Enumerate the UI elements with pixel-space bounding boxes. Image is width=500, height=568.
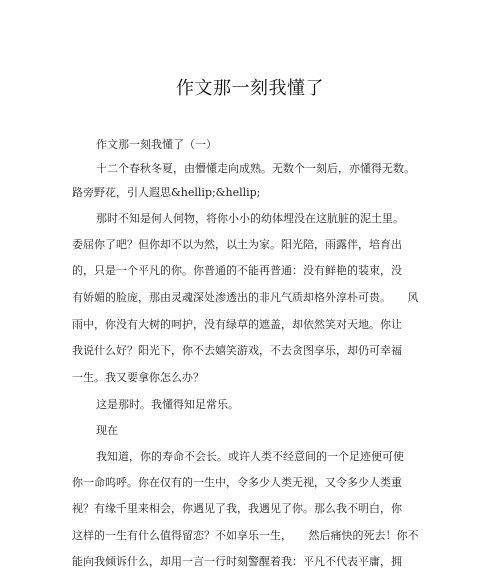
paragraph-line: 一生。我又要拿你怎么办？ — [72, 371, 204, 384]
paragraph-line: 视？有缘千里来相会，你遇见了我，我遇见了你。那么我不明白，你 — [72, 502, 402, 515]
paragraph-line: 雨中，你没有大树的呵护，没有绿草的遮盖，却依然笑对天地。你让 — [72, 318, 402, 331]
paragraph-line: 委屈你了吧？但你却不以为然，以土为家。阳光陪，雨露伴，培育出 — [72, 238, 402, 251]
paragraph-line: 有娇媚的脸庞，那由灵魂深处渗透出的非凡气质却格外淳朴可贵。 风 — [72, 291, 419, 304]
paragraph-line: 这是那时。我懂得知足常乐。 — [96, 398, 239, 411]
paragraph-line: 的，只是一个平凡的你。你普通的不能再普通：没有鲜艳的装束，没 — [72, 264, 402, 277]
paragraph-line: 我知道，你的寿命不会长。或许人类不经意间的一个足迹便可使 — [96, 450, 404, 463]
paragraph-line: 这样的一生有什么值得留恋？不如享乐一生， 然后痛快的死去！你不 — [72, 529, 419, 542]
paragraph-line: 路旁野花，引人遐思&hellip;&hellip; — [72, 186, 261, 199]
section-heading: 作文那一刻我懂了（一） — [96, 138, 217, 151]
paragraph-line: 你一命呜呼。你在仅有的一生中，令多少人类无视，又令多少人类重 — [72, 476, 402, 489]
section-subheading: 现在 — [96, 424, 118, 437]
paragraph-line: 我说什么好？阳光下，你不去嬉笑游戏，不去贪图享乐，却仍可幸福 — [72, 344, 402, 357]
paragraph-line: 十二个春秋冬夏，由懵懂走向成熟。无数个一刻后，亦懂得无数。 — [96, 162, 415, 175]
document-title: 作文那一刻我懂了 — [176, 78, 324, 99]
paragraph-line: 能向我倾诉什么，却用一言一行时刻警醒着我：平凡不代表平庸，拥 — [72, 555, 402, 568]
paragraph-line: 那时不知是何人何物，将你小小的幼体埋没在这肮脏的泥土里。 — [96, 212, 404, 225]
